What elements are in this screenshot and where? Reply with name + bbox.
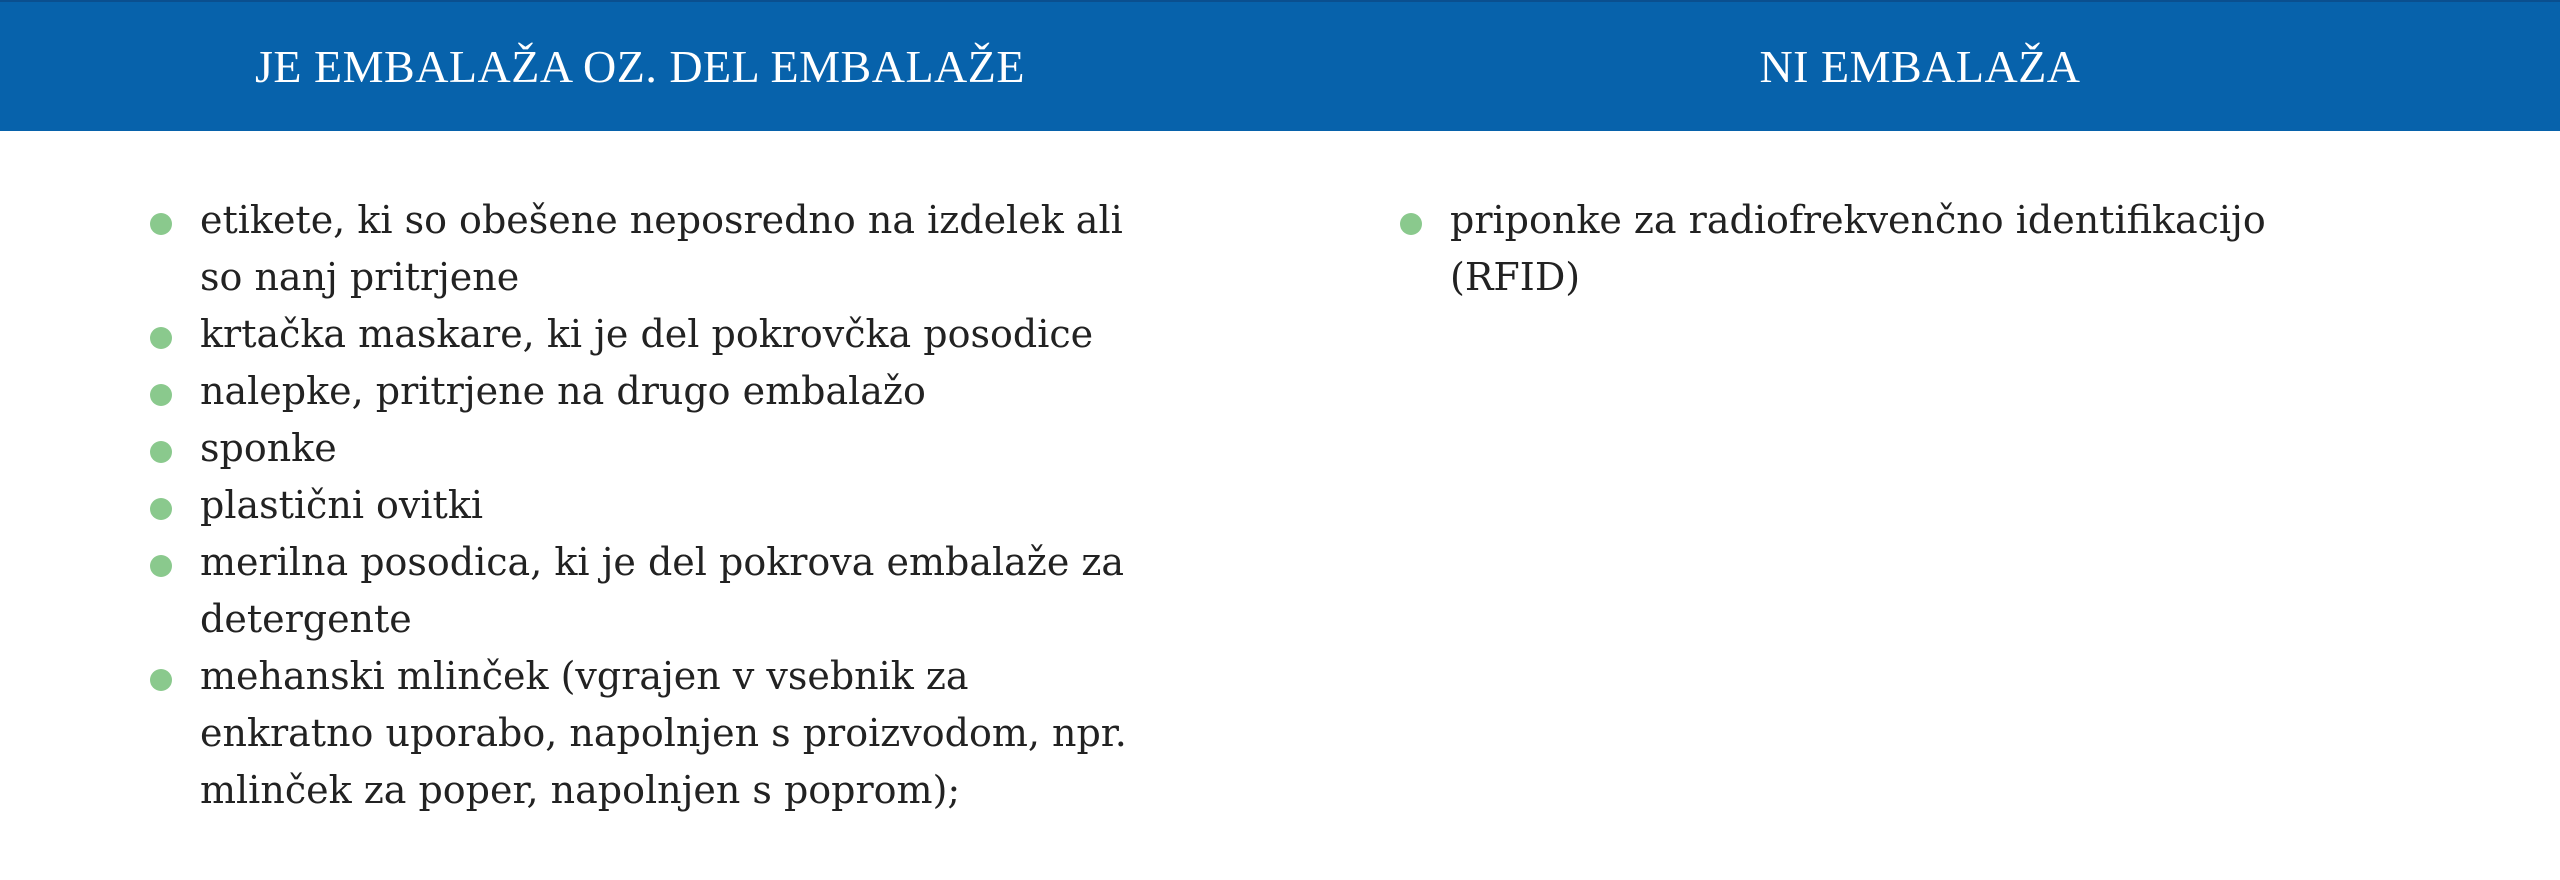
table-header [0, 0, 2560, 131]
list-item [150, 420, 1130, 477]
list-item-text: plastični ovitki [200, 483, 483, 527]
list-item-text: priponke za radiofrekvenčno identifikacijo (RFID) [1450, 198, 2266, 299]
bullet-dot-icon [150, 441, 172, 463]
list-item [150, 648, 1130, 819]
list-item-text: etikete, ki so obešene neposredno na izdelek ali so nanj pritrjene [200, 198, 1123, 299]
list-item-text: nalepke, pritrjene na drugo embalažo [200, 369, 926, 413]
bullet-dot-icon [150, 384, 172, 406]
right-bullet-list [1400, 192, 2400, 306]
list-item [150, 477, 1130, 534]
list-item [150, 534, 1130, 648]
bullet-dot-icon [150, 555, 172, 577]
bullet-dot-icon [150, 327, 172, 349]
bullet-dot-icon [1400, 213, 1422, 235]
bullet-dot-icon [150, 498, 172, 520]
list-item-text: mehanski mlinček (vgrajen v vsebnik za enkratno uporabo, napolnjen s proizvodom, npr. mlinček za poper, napolnjen s poprom); [200, 654, 1127, 812]
left-bullet-list [150, 192, 1130, 819]
list-item [150, 306, 1130, 363]
list-item-text: krtačka maskare, ki je del pokrovčka posodice [200, 312, 1094, 356]
left-column [0, 131, 1280, 880]
right-column [1280, 131, 2560, 880]
table-body [0, 131, 2560, 880]
bullet-dot-icon [150, 213, 172, 235]
list-item [150, 363, 1130, 420]
left-column-header: JE EMBALAŽA OZ. DEL EMBALAŽE [255, 41, 1025, 92]
bullet-dot-icon [150, 669, 172, 691]
list-item [1400, 192, 2400, 306]
right-column-header: NI EMBALAŽA [1759, 41, 2081, 92]
list-item-text: sponke [200, 426, 337, 470]
list-item-text: merilna posodica, ki je del pokrova embalaže za detergente [200, 540, 1125, 641]
list-item [150, 192, 1130, 306]
